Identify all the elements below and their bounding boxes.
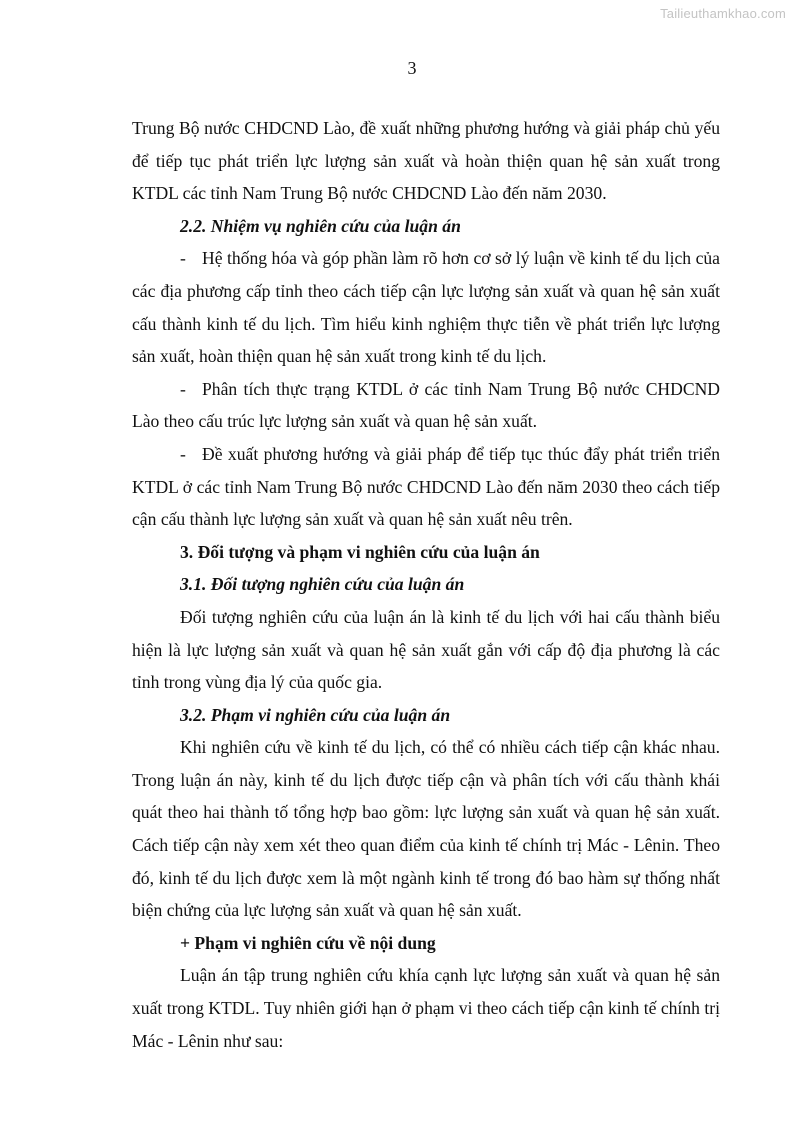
task-item-1 xyxy=(132,242,720,372)
page-number: 3 xyxy=(407,58,417,78)
heading-2-2-research-tasks: 2.2. Nhiệm vụ nghiên cứu của luận án xyxy=(180,215,461,236)
dash-bullet: - xyxy=(180,443,186,464)
task-item-1-text: Hệ thống hóa và góp phần làm rõ hơn cơ sở lý luận về kinh tế du lịch của các địa phương cấp tỉnh theo cách tiếp cận lực lượng sản xuất và quan hệ sản xuất cấu thành kinh tế du lịch. Tìm hiểu kinh nghiệm thực tiễn về phát triển lực lượng sản xuất, hoàn thiện quan hệ sản xuất trong kinh tế du lịch. xyxy=(132,248,720,367)
heading-3-object-and-scope: 3. Đối tượng và phạm vi nghiên cứu của luận án xyxy=(180,541,540,562)
dash-bullet: - xyxy=(180,248,186,269)
paragraph-content-scope: Luận án tập trung nghiên cứu khía cạnh lực lượng sản xuất và quan hệ sản xuất trong KTDL. Tuy nhiên giới hạn ở phạm vi theo cách tiếp cận kinh tế chính trị Mác - Lênin như sau: xyxy=(132,965,720,1051)
document-body xyxy=(132,112,720,1057)
heading-3-1-research-object: 3.1. Đối tượng nghiên cứu của luận án xyxy=(180,574,465,595)
paragraph-research-scope: Khi nghiên cứu về kinh tế du lịch, có thể có nhiều cách tiếp cận khác nhau. Trong luận án này, kinh tế du lịch được tiếp cận và phân tích với cấu thành khái quát theo hai thành tố tổng hợp bao gồm: lực lượng sản xuất và quan hệ sản xuất. Cách tiếp cận này xem xét theo quan điểm của kinh tế chính trị Mác - Lênin. Theo đó, kinh tế du lịch được xem là một ngành kinh tế trong đó bao hàm sự thống nhất biện chứng của lực lượng sản xuất và quan hệ sản xuất. xyxy=(132,737,720,921)
paragraph-research-object: Đối tượng nghiên cứu của luận án là kinh tế du lịch với hai cấu thành biểu hiện là lực lượng sản xuất và quan hệ sản xuất gắn với cấp độ địa phương là các tỉnh trong vùng địa lý của quốc gia. xyxy=(132,606,720,693)
dash-bullet: - xyxy=(180,378,186,399)
task-item-3 xyxy=(132,438,720,536)
watermark: Tailieuthamkhao.com xyxy=(660,6,786,21)
heading-3-2-research-scope: 3.2. Phạm vi nghiên cứu của luận án xyxy=(180,704,451,725)
task-item-2-text: Phân tích thực trạng KTDL ở các tỉnh Nam Trung Bộ nước CHDCND Lào theo cấu trúc lực lượng sản xuất và quan hệ sản xuất. xyxy=(132,378,720,432)
heading-content-scope: + Phạm vi nghiên cứu về nội dung xyxy=(180,932,436,953)
task-item-3-text: Đề xuất phương hướng và giải pháp để tiếp tục thúc đẩy phát triển triển KTDL ở các tỉnh Nam Trung Bộ nước CHDCND Lào đến năm 2030 theo cách tiếp cận cấu thành lực lượng sản xuất và quan hệ sản xuất nêu trên. xyxy=(132,443,720,530)
task-item-2 xyxy=(132,373,720,438)
paragraph-intro-continuation: Trung Bộ nước CHDCND Lào, đề xuất những phương hướng và giải pháp chủ yếu để tiếp tục phát triển lực lượng sản xuất và hoàn thiện quan hệ sản xuất trong KTDL các tỉnh Nam Trung Bộ nước CHDCND Lào đến năm 2030. xyxy=(132,118,720,204)
